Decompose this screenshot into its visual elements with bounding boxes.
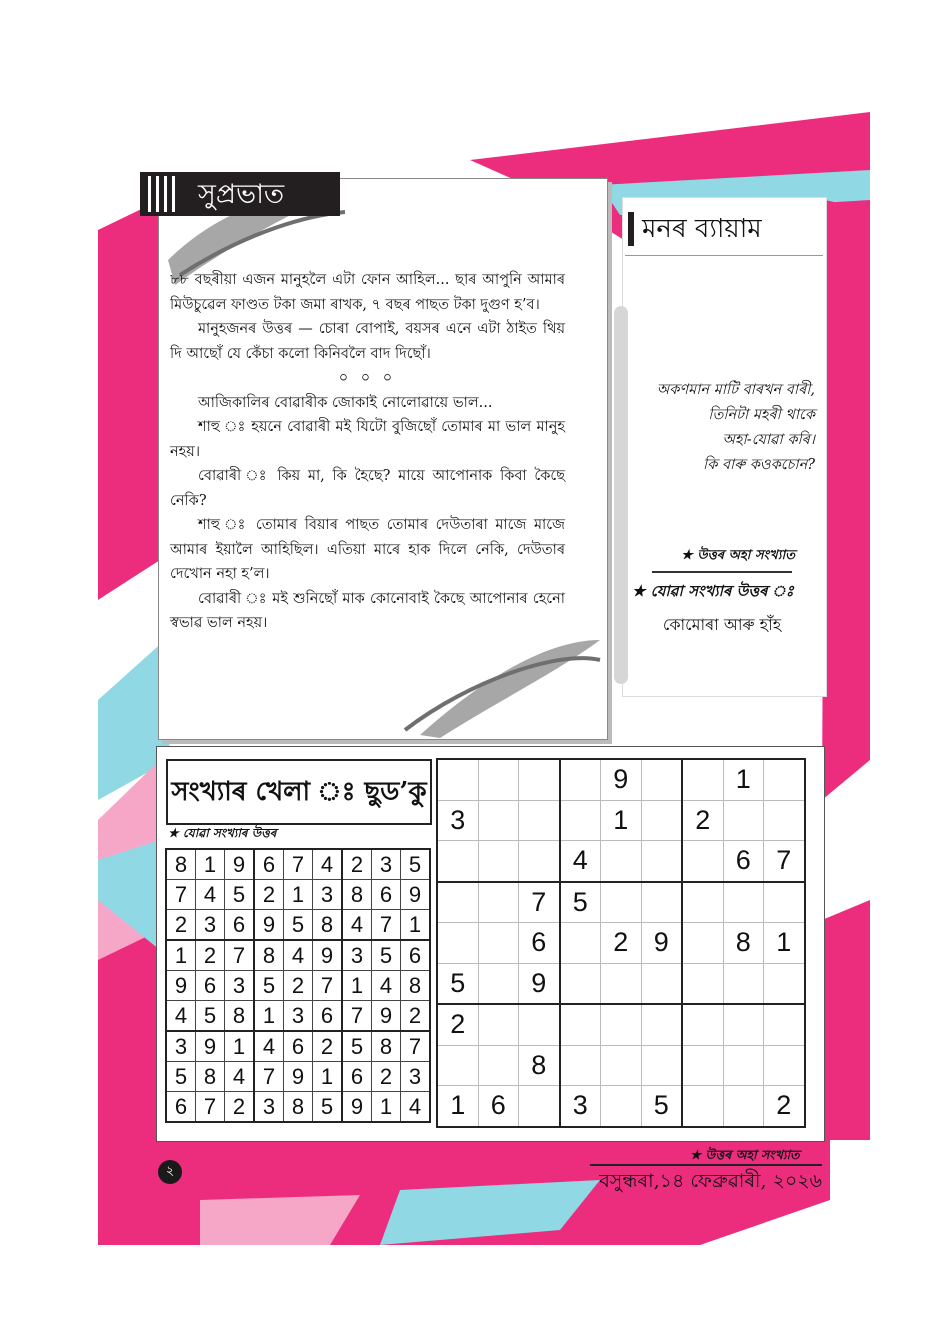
solution-label: ★ যোৱা সংখ্যাৰ উত্তৰ: [168, 826, 277, 840]
grid-cell: 3: [313, 880, 343, 910]
grid-row: [166, 940, 430, 971]
previous-answer: কোমোৰা আৰু হাঁহ: [662, 615, 782, 634]
riddle-line: তিনিটা মহৰী থাকে: [708, 407, 815, 423]
grid-cell: 9: [254, 910, 284, 941]
grid-cell: 8: [225, 1001, 255, 1032]
grid-cell: 8: [254, 940, 284, 971]
grid-row: [166, 910, 430, 941]
grid-cell: [764, 882, 805, 923]
grid-cell: 2: [196, 940, 225, 971]
grid-row: [166, 1062, 430, 1092]
grid-cell: 1: [372, 1092, 401, 1123]
grid-cell: 3: [254, 1092, 284, 1123]
grid-cell: [682, 923, 723, 964]
grid-cell: 8: [313, 910, 343, 941]
page-number: ২: [158, 1160, 182, 1184]
grid-cell: [478, 759, 519, 800]
grid-cell: 3: [372, 849, 401, 880]
grid-row: [166, 1031, 430, 1062]
grid-cell: [519, 1086, 560, 1127]
grid-cell: 9: [641, 923, 682, 964]
grid-cell: [682, 759, 723, 800]
grid-cell: 5: [166, 1062, 196, 1092]
grid-cell: 7: [342, 1001, 372, 1032]
grid-cell: 5: [372, 940, 401, 971]
grid-cell: [682, 882, 723, 923]
grid-cell: 9: [519, 963, 560, 1004]
riddle-answer-note: ★ উত্তৰ অহা সংখ্যাত: [681, 548, 795, 563]
grid-cell: [682, 841, 723, 882]
grid-cell: 3: [342, 940, 372, 971]
grid-cell: [682, 1004, 723, 1045]
grid-row: [437, 759, 805, 800]
grid-cell: 1: [196, 849, 225, 880]
grid-cell: 6: [478, 1086, 519, 1127]
grid-cell: 9: [313, 940, 343, 971]
previous-answer-label: ★ যোৱা সংখ্যাৰ উত্তৰ ঃ: [632, 582, 794, 600]
grid-cell: 1: [342, 971, 372, 1001]
grid-cell: 9: [601, 759, 642, 800]
riddle-text: [630, 378, 815, 478]
grid-cell: 2: [764, 1086, 805, 1127]
grid-row: [437, 841, 805, 882]
grid-cell: 9: [166, 971, 196, 1001]
grid-cell: 8: [166, 849, 196, 880]
grid-cell: 6: [196, 971, 225, 1001]
grid-cell: 5: [641, 1086, 682, 1127]
grid-row: [166, 971, 430, 1001]
grid-cell: 6: [401, 940, 431, 971]
grid-cell: 4: [196, 880, 225, 910]
grid-cell: 5: [196, 1001, 225, 1032]
divider: [652, 571, 792, 573]
riddle-title-marker: [628, 212, 634, 246]
grid-cell: 6: [166, 1092, 196, 1123]
grid-row: [166, 849, 430, 880]
grid-cell: 1: [254, 1001, 284, 1032]
grid-cell: [682, 1045, 723, 1086]
grid-cell: 6: [254, 849, 284, 880]
grid-cell: 9: [401, 880, 431, 910]
grid-cell: [601, 1045, 642, 1086]
grid-cell: 5: [284, 910, 313, 941]
grid-cell: 5: [437, 963, 478, 1004]
footer-note: ★ উত্তৰ অহা সংখ্যাত: [690, 1147, 800, 1162]
grid-cell: [601, 1086, 642, 1127]
grid-cell: 7: [401, 1031, 431, 1062]
grid-cell: [764, 1004, 805, 1045]
grid-cell: [764, 759, 805, 800]
grid-cell: 5: [401, 849, 431, 880]
grid-cell: 8: [401, 971, 431, 1001]
joke-paragraph: আজিকালিৰ বোৱাৰীক জোকাই নোলোৱায়ে ভাল...: [198, 394, 493, 411]
grid-cell: 1: [284, 880, 313, 910]
riddle-line: কি বাৰু কওকচোন?: [703, 457, 815, 473]
grid-row: [437, 882, 805, 923]
joke-paragraph: বোৱাৰী ঃ মই শুনিছোঁ মাক কোনোবাই কৈছে আপোনাৰ হেনো স্বভাৱ ভাল নহয়।: [170, 590, 565, 631]
grid-cell: [723, 963, 764, 1004]
sudoku-puzzle-grid: [436, 758, 806, 1128]
section-title-bar: [140, 172, 340, 216]
grid-cell: 6: [284, 1031, 313, 1062]
grid-cell: 2: [682, 800, 723, 841]
grid-cell: 4: [560, 841, 601, 882]
grid-cell: [478, 963, 519, 1004]
sudoku-title-box: [166, 759, 432, 825]
joke-paragraph: শাহু ঃ তোমাৰ বিয়াৰ পাছত তোমাৰ দেউতাৰা মাজে মাজে আমাৰ ইয়ালৈ আহিছিল। এতিয়া মাৰে হাক দিলে নেকি, দেউতাৰ দেখোন নহা হ’ল।: [170, 517, 565, 582]
grid-cell: [478, 841, 519, 882]
grid-cell: 9: [196, 1031, 225, 1062]
grid-cell: [723, 1004, 764, 1045]
grid-cell: [641, 1004, 682, 1045]
grid-cell: [437, 923, 478, 964]
riddle-line: অকণমান মাটি বাৰখন বাৰী,: [656, 382, 815, 398]
grid-cell: [723, 800, 764, 841]
grid-cell: 4: [166, 1001, 196, 1032]
grid-row: [166, 880, 430, 910]
grid-cell: 3: [225, 971, 255, 1001]
grid-cell: [560, 963, 601, 1004]
grid-cell: 7: [764, 841, 805, 882]
grid-cell: 1: [723, 759, 764, 800]
grid-cell: [641, 963, 682, 1004]
grid-cell: 4: [225, 1062, 255, 1092]
grid-cell: 2: [284, 971, 313, 1001]
grid-cell: 9: [284, 1062, 313, 1092]
grid-cell: [723, 1086, 764, 1127]
grid-cell: 1: [166, 940, 196, 971]
divider: [590, 1164, 822, 1166]
grid-cell: 6: [225, 910, 255, 941]
grid-cell: 9: [372, 1001, 401, 1032]
grid-cell: [519, 800, 560, 841]
grid-cell: 7: [313, 971, 343, 1001]
grid-cell: 2: [313, 1031, 343, 1062]
grid-cell: 1: [764, 923, 805, 964]
grid-cell: 8: [723, 923, 764, 964]
grid-cell: 8: [342, 880, 372, 910]
grid-cell: [601, 882, 642, 923]
grid-cell: 3: [401, 1062, 431, 1092]
grid-cell: [478, 923, 519, 964]
grid-cell: 9: [342, 1092, 372, 1123]
grid-cell: 6: [519, 923, 560, 964]
grid-cell: [437, 1045, 478, 1086]
grid-cell: [641, 841, 682, 882]
grid-cell: [601, 1004, 642, 1045]
grid-cell: [437, 759, 478, 800]
grid-row: [437, 1045, 805, 1086]
grid-row: [166, 1001, 430, 1032]
grid-cell: [519, 1004, 560, 1045]
grid-cell: 7: [372, 910, 401, 941]
grid-cell: 7: [225, 940, 255, 971]
divider: [625, 255, 823, 256]
grid-row: [437, 800, 805, 841]
grid-cell: 3: [166, 1031, 196, 1062]
grid-cell: [519, 759, 560, 800]
grid-cell: 4: [254, 1031, 284, 1062]
grid-cell: 7: [254, 1062, 284, 1092]
grid-cell: 8: [519, 1045, 560, 1086]
grid-cell: 2: [225, 1092, 255, 1123]
grid-cell: 7: [519, 882, 560, 923]
grid-cell: [641, 759, 682, 800]
grid-cell: 4: [284, 940, 313, 971]
grid-cell: 7: [196, 1092, 225, 1123]
grid-cell: 2: [342, 849, 372, 880]
grid-cell: 5: [254, 971, 284, 1001]
grid-cell: 2: [601, 923, 642, 964]
grid-cell: 2: [372, 1062, 401, 1092]
sudoku-title: সংখ্যাৰ খেলা ঃ ছুড’কু: [171, 777, 427, 807]
grid-cell: 6: [372, 880, 401, 910]
grid-cell: [478, 1004, 519, 1045]
grid-cell: 3: [284, 1001, 313, 1032]
grid-cell: 8: [196, 1062, 225, 1092]
grid-cell: [723, 882, 764, 923]
grid-cell: [682, 963, 723, 1004]
grid-cell: [478, 882, 519, 923]
side-decoration-bar: [614, 306, 628, 684]
riddle-title: মনৰ ব্যায়াম: [642, 214, 762, 244]
grid-cell: [641, 882, 682, 923]
grid-row: [437, 1086, 805, 1127]
grid-cell: 4: [372, 971, 401, 1001]
grid-cell: [560, 759, 601, 800]
grid-cell: [560, 923, 601, 964]
joke-paragraph: ৮৮ বছৰীয়া এজন মানুহলৈ এটা ফোন আহিল... ছাৰ আপুনি আমাৰ মিউচুৱেল ফাণ্ডত টকা জমা ৰাখক, ৭ বছৰ পাছত টকা দুগুণ হ’ব।: [170, 272, 565, 313]
grid-cell: 8: [372, 1031, 401, 1062]
grid-cell: 1: [437, 1086, 478, 1127]
grid-row: [437, 923, 805, 964]
grid-cell: 3: [196, 910, 225, 941]
grid-cell: 1: [225, 1031, 255, 1062]
joke-paragraph: শাহু ঃ হয়নে বোৱাৰী মই যিটো বুজিছোঁ তোমাৰ মা ভাল মানুহ নহয়।: [170, 419, 565, 460]
grid-cell: 6: [342, 1062, 372, 1092]
grid-cell: 2: [166, 910, 196, 941]
grid-cell: [764, 963, 805, 1004]
grid-row: [437, 1004, 805, 1045]
grid-cell: [560, 800, 601, 841]
grid-cell: 4: [401, 1092, 431, 1123]
grid-cell: 7: [166, 880, 196, 910]
grid-cell: 2: [437, 1004, 478, 1045]
grid-cell: 4: [313, 849, 343, 880]
grid-cell: [437, 841, 478, 882]
grid-cell: 5: [313, 1092, 343, 1123]
grid-cell: 1: [313, 1062, 343, 1092]
grid-cell: 3: [560, 1086, 601, 1127]
grid-cell: 6: [723, 841, 764, 882]
grid-cell: 1: [401, 910, 431, 941]
grid-cell: 7: [284, 849, 313, 880]
joke-separator: ০ ০ ০: [338, 370, 397, 386]
grid-cell: [682, 1086, 723, 1127]
joke-paragraph: বোৱাৰী ঃ কিয় মা, কি হৈছে? মায়ে আপোনাক কিবা কৈছে নেকি?: [170, 468, 565, 509]
grid-cell: [764, 800, 805, 841]
grid-cell: [601, 963, 642, 1004]
grid-cell: [437, 882, 478, 923]
grid-cell: [560, 1004, 601, 1045]
grid-cell: 9: [225, 849, 255, 880]
grid-cell: 8: [284, 1092, 313, 1123]
grid-cell: 6: [313, 1001, 343, 1032]
grid-row: [166, 1092, 430, 1123]
section-title: সুপ্ৰভাত: [198, 179, 285, 210]
grid-cell: 3: [437, 800, 478, 841]
riddle-line: অহা-যোৱা কৰি।: [722, 432, 815, 448]
grid-cell: [641, 1045, 682, 1086]
grid-cell: [560, 1045, 601, 1086]
grid-cell: [478, 800, 519, 841]
grid-cell: [723, 1045, 764, 1086]
grid-cell: 2: [401, 1001, 431, 1032]
grid-cell: 4: [342, 910, 372, 941]
jokes-text: [170, 268, 565, 636]
grid-cell: 5: [342, 1031, 372, 1062]
grid-cell: [764, 1045, 805, 1086]
grid-cell: [641, 800, 682, 841]
grid-cell: 5: [560, 882, 601, 923]
grid-cell: 2: [254, 880, 284, 910]
grid-cell: [601, 841, 642, 882]
grid-cell: [478, 1045, 519, 1086]
grid-cell: [519, 841, 560, 882]
masthead: বসুন্ধৰা,১৪ ফেব্ৰুৱাৰী, ২০২৬: [599, 1170, 822, 1192]
previous-sudoku-solution-grid: [165, 848, 431, 1123]
grid-cell: 5: [225, 880, 255, 910]
grid-cell: 1: [601, 800, 642, 841]
grid-row: [437, 963, 805, 1004]
joke-paragraph: মানুহজনৰ উত্তৰ — চোৰা বোপাই, বয়সৰ এনে এটা ঠাইত থিয় দি আছোঁ যে কেঁচা কলো কিনিবলৈ বাদ দিছোঁ।: [170, 321, 565, 362]
